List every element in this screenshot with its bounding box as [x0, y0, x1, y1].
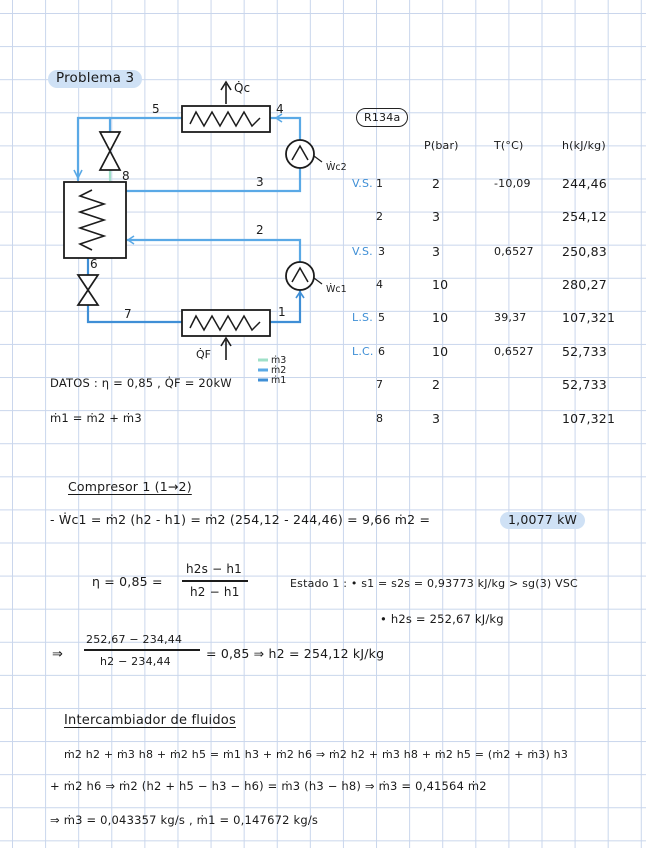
line-condenser-to-5: [110, 118, 182, 132]
heat-exchanger: [64, 182, 126, 258]
row-5-tag: L.S.: [352, 311, 373, 324]
row-6-p: 10: [432, 344, 449, 359]
datos-line: DATOS : η = 0,85 , Q̇F = 20kW: [50, 376, 232, 390]
compresor-heading: Compresor 1 (1→2): [68, 479, 192, 494]
h2-result: = 0,85 ⇒ h2 = 254,12 kJ/kg: [206, 646, 385, 661]
mass-flow-results: ⇒ ṁ3 = 0,043357 kg/s , ṁ1 = 0,147672 kg/s: [50, 813, 319, 827]
row-5-state: 5: [378, 311, 386, 324]
legend-m3: ṁ3: [271, 355, 287, 366]
row-7-p: 2: [432, 377, 441, 392]
row-2-state: 2: [376, 210, 384, 223]
header-temperature: T(°C): [494, 139, 524, 152]
header-pressure: P(bar): [424, 139, 459, 152]
row-8-h: 107,321: [562, 411, 616, 426]
estado-1-line: Estado 1 : • s1 = s2s = 0,93773 kJ/kg > sg(3) VSC: [290, 577, 578, 590]
compressor-2: [286, 140, 314, 168]
row-3-h: 250,83: [562, 244, 607, 259]
row-3-tag: V.S.: [352, 245, 373, 258]
expansion-valve-upper: [100, 132, 120, 170]
refrigerant-label: R134a: [356, 108, 408, 127]
eta-num: h2s − h1: [186, 562, 243, 576]
row-3-t: 0,6527: [494, 245, 534, 258]
row-6-t: 0,6527: [494, 345, 534, 358]
line-3-to-compressor-2: [126, 168, 300, 191]
legend-m2: ṁ2: [271, 365, 287, 376]
node-2: 2: [256, 223, 264, 237]
row-6-state: 6: [378, 345, 386, 358]
mass-balance-line: ṁ1 = ṁ2 + ṁ3: [50, 411, 142, 425]
row-4-state: 4: [376, 278, 384, 291]
condenser: [182, 106, 270, 132]
row-3-p: 3: [432, 244, 441, 259]
expansion-valve-lower: [78, 275, 98, 305]
node-3: 3: [256, 175, 264, 189]
line-4-to-condenser: [270, 118, 300, 140]
node-6: 6: [90, 257, 98, 271]
eta-eq: η = 0,85 =: [92, 574, 163, 589]
row-6-tag: L.C.: [352, 345, 374, 358]
heat-out-label: Q̇c: [234, 81, 251, 95]
refrigeration-cycle-diagram: [0, 0, 646, 420]
row-1-state: 1: [376, 177, 384, 190]
heat-in-label: Q̇F: [196, 348, 211, 361]
eta-den: h2 − h1: [190, 585, 240, 599]
frac-den: h2 − 234,44: [100, 655, 171, 668]
node-8: 8: [122, 169, 130, 183]
implies-arrow: ⇒: [52, 647, 64, 662]
row-2-p: 3: [432, 209, 441, 224]
fraction-bar: [84, 649, 200, 651]
compresor-eq1: - Ẇc1 = ṁ2 (h2 - h1) = ṁ2 (254,12 - 244,46) = 9,66 ṁ2 =: [50, 512, 431, 527]
problem-title: Problema 3: [48, 70, 142, 88]
row-4-p: 10: [432, 277, 449, 292]
node-7: 7: [124, 307, 132, 321]
node-1: 1: [278, 305, 286, 319]
energy-balance-line-2: + ṁ2 h6 ⇒ ṁ2 (h2 + h5 − h3 − h6) = ṁ3 (h3 − h8) ⇒ ṁ3 = 0,41564 ṁ2: [50, 779, 487, 793]
compresor-result: 1,0077 kW: [500, 512, 585, 529]
row-1-h: 244,46: [562, 176, 607, 191]
row-4-h: 280,27: [562, 277, 607, 292]
frac-num: 252,67 − 234,44: [86, 633, 183, 646]
node-4: 4: [276, 102, 284, 116]
row-3-state: 3: [378, 245, 386, 258]
row-1-p: 2: [432, 176, 441, 191]
row-6-h: 52,733: [562, 344, 607, 359]
w2-label: Ẇc2: [326, 162, 347, 173]
row-7-state: 7: [376, 378, 384, 391]
line-2-to-exchanger: [126, 240, 300, 262]
row-8-p: 3: [432, 411, 441, 426]
row-1-t: -10,09: [494, 177, 531, 190]
row-5-t: 39,37: [494, 311, 527, 324]
h2s-line: • h2s = 252,67 kJ/kg: [380, 612, 504, 626]
line-valve-to-7: [88, 305, 182, 322]
evaporator: [182, 310, 270, 336]
row-7-h: 52,733: [562, 377, 607, 392]
row-5-p: 10: [432, 310, 449, 325]
header-enthalpy: h(kJ/kg): [562, 139, 606, 152]
intercambiador-heading: Intercambiador de fluidos: [64, 713, 236, 728]
row-1-tag: V.S.: [352, 177, 373, 190]
row-2-h: 254,12: [562, 209, 607, 224]
legend-m1: ṁ1: [271, 375, 287, 386]
w1-label: Ẇc1: [326, 284, 347, 295]
node-5: 5: [152, 102, 160, 116]
row-5-h: 107,321: [562, 310, 616, 325]
compressor-1: [286, 262, 314, 290]
energy-balance-line-1: ṁ2 h2 + ṁ3 h8 + ṁ2 h5 = ṁ1 h3 + ṁ2 h6 ⇒ ṁ2 h2 + ṁ3 h8 + ṁ2 h5 = (ṁ2 + ṁ3) h3: [64, 748, 569, 761]
eta-fraction-bar: [182, 580, 248, 582]
row-8-state: 8: [376, 412, 384, 425]
